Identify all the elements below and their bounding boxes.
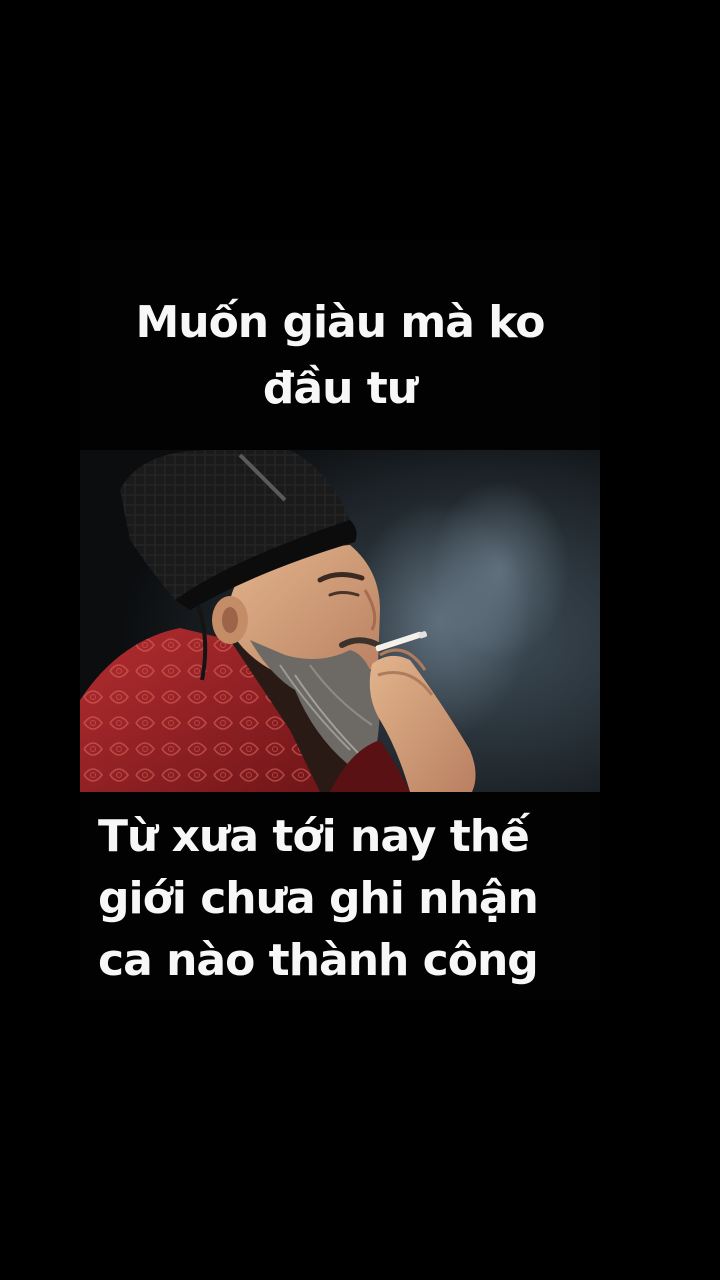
bottom-caption <box>98 806 598 992</box>
bottom-caption-line-1: Từ xưa tới nay thế <box>98 811 529 862</box>
smoking-official-photo <box>80 450 600 792</box>
bottom-caption-line-3: ca nào thành công <box>98 935 538 986</box>
photo-illustration <box>80 450 600 792</box>
top-caption-line-2: đầu tư <box>262 363 418 414</box>
bottom-caption-line-2: giới chưa ghi nhận <box>98 873 538 924</box>
top-caption <box>80 290 600 422</box>
meme-card <box>80 240 600 1000</box>
top-caption-line-1: Muốn giàu mà ko <box>135 297 545 348</box>
